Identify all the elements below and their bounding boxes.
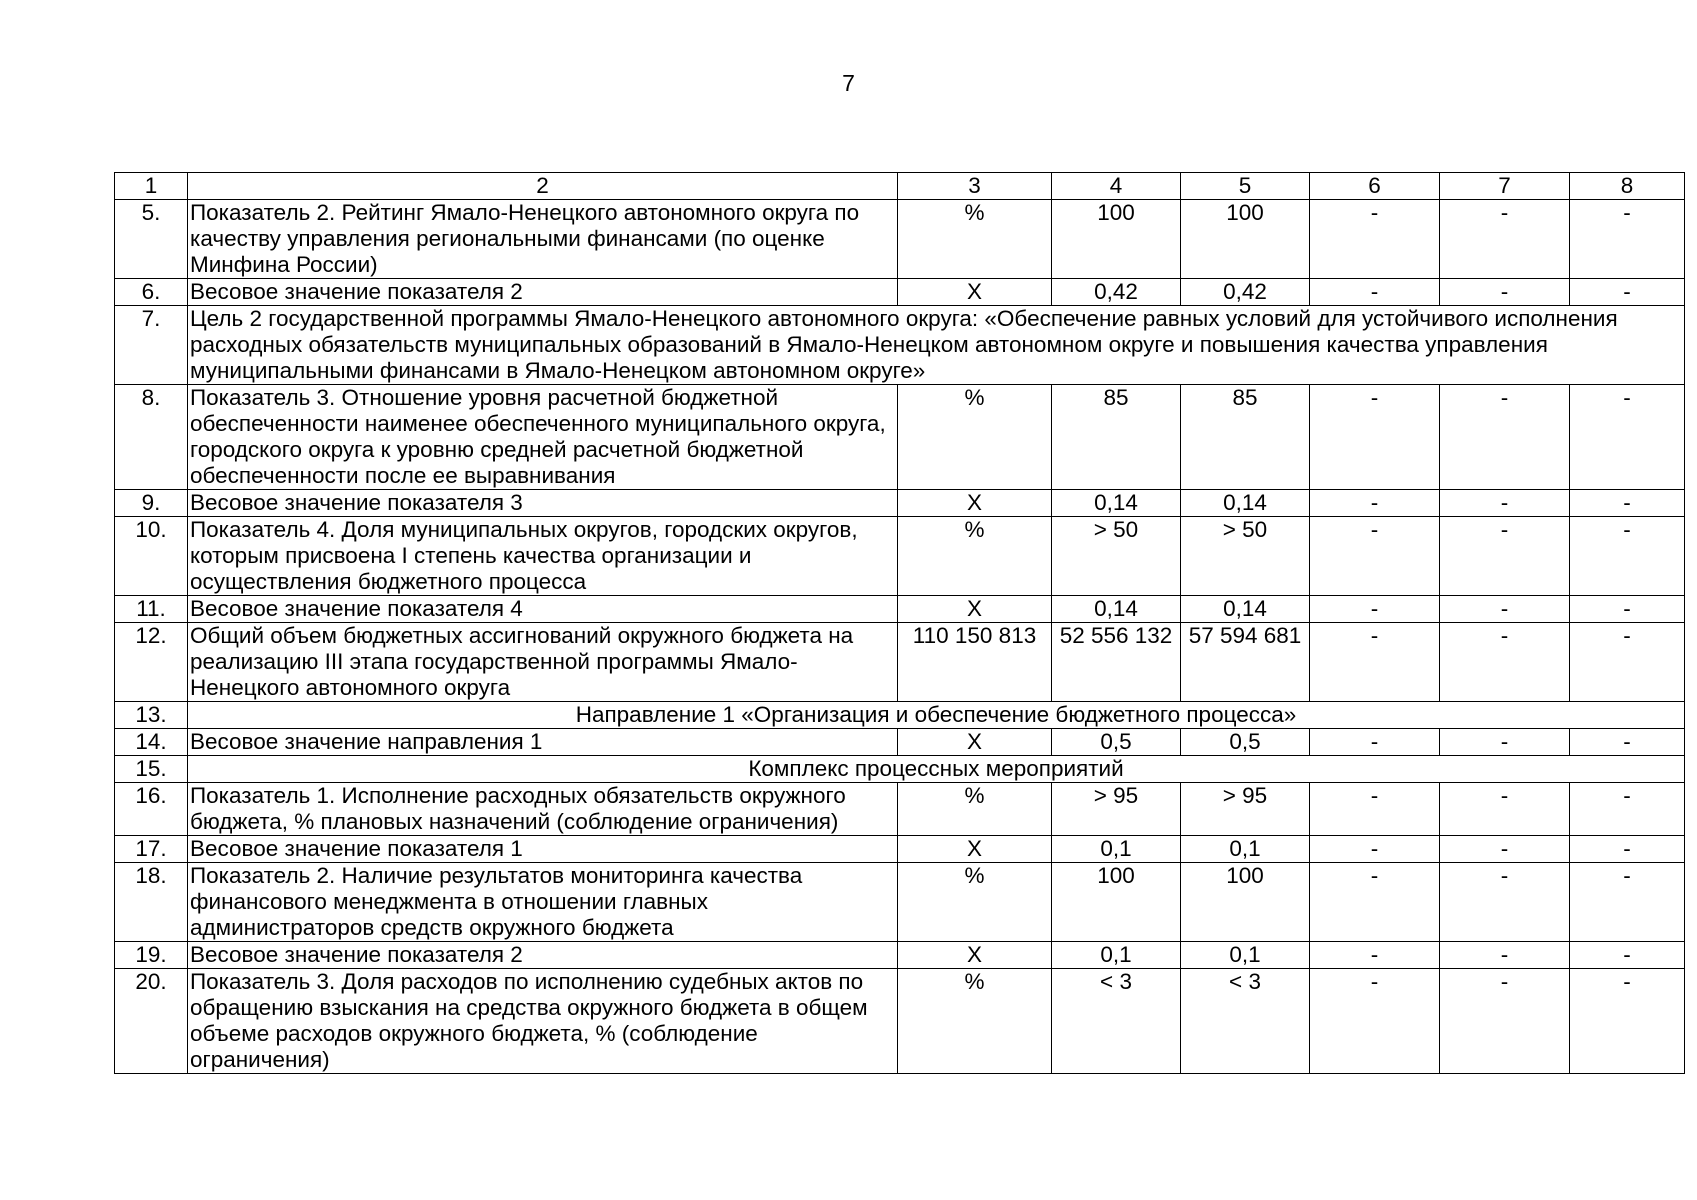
value-cell: -	[1570, 517, 1685, 596]
value-cell: -	[1570, 942, 1685, 969]
table-row	[115, 279, 1685, 306]
row-number-cell: 15.	[115, 756, 188, 783]
value-cell: -	[1440, 517, 1570, 596]
unit-cell: X	[898, 729, 1052, 756]
table-row	[115, 596, 1685, 623]
unit-cell: X	[898, 836, 1052, 863]
value-cell: 0,1	[1181, 942, 1310, 969]
indicator-name-cell: Показатель 3. Отношение уровня расчетной бюджетной обеспеченности наименее обеспеченного муниципального округа, городского округа к уровню средней расчетной бюджетной обеспеченности после ее выравнивания	[188, 385, 898, 490]
value-cell: > 95	[1052, 783, 1181, 836]
indicator-name-cell: Весовое значение показателя 3	[188, 490, 898, 517]
value-cell: -	[1570, 200, 1685, 279]
value-cell: -	[1570, 729, 1685, 756]
indicator-name-cell: Общий объем бюджетных ассигнований окружного бюджета на реализацию III этапа государственной программы Ямало-Ненецкого автономного округа	[188, 623, 898, 702]
row-number-cell: 7.	[115, 306, 188, 385]
unit-cell: %	[898, 863, 1052, 942]
value-cell: -	[1440, 783, 1570, 836]
header-cell: 3	[898, 173, 1052, 200]
unit-cell: X	[898, 596, 1052, 623]
row-number-cell: 14.	[115, 729, 188, 756]
value-cell: -	[1310, 279, 1440, 306]
value-cell: -	[1570, 783, 1685, 836]
value-cell: -	[1440, 200, 1570, 279]
page-number: 7	[842, 70, 855, 96]
unit-cell: %	[898, 969, 1052, 1074]
indicator-name-cell: Показатель 2. Наличие результатов мониторинга качества финансового менеджмента в отношении главных администраторов средств окружного бюджета	[188, 863, 898, 942]
value-cell: -	[1310, 729, 1440, 756]
indicator-name-cell: Весовое значение показателя 2	[188, 942, 898, 969]
value-cell: < 3	[1052, 969, 1181, 1074]
value-cell: -	[1310, 200, 1440, 279]
value-cell: < 3	[1181, 969, 1310, 1074]
value-cell: 85	[1181, 385, 1310, 490]
value-cell: 100	[1181, 200, 1310, 279]
value-cell: -	[1570, 490, 1685, 517]
value-cell: -	[1570, 596, 1685, 623]
value-cell: -	[1440, 836, 1570, 863]
row-number-cell: 17.	[115, 836, 188, 863]
value-cell: -	[1310, 783, 1440, 836]
value-cell: 0,42	[1052, 279, 1181, 306]
table-header-row	[115, 173, 1685, 200]
value-cell: -	[1570, 279, 1685, 306]
header-cell: 4	[1052, 173, 1181, 200]
value-cell: 0,1	[1052, 836, 1181, 863]
indicator-name-cell: Показатель 3. Доля расходов по исполнению судебных актов по обращению взыскания на средства окружного бюджета в общем объеме расходов окружного бюджета, % (соблюдение ограничения)	[188, 969, 898, 1074]
indicator-name-cell: Показатель 4. Доля муниципальных округов, городских округов, которым присвоена I степень качества организации и осуществления бюджетного процесса	[188, 517, 898, 596]
value-cell: 0,1	[1181, 836, 1310, 863]
table-row	[115, 623, 1685, 702]
value-cell: > 95	[1181, 783, 1310, 836]
value-cell: 0,14	[1181, 490, 1310, 517]
unit-cell: %	[898, 517, 1052, 596]
table-row	[115, 942, 1685, 969]
value-cell: -	[1440, 279, 1570, 306]
value-cell: -	[1440, 385, 1570, 490]
value-cell: -	[1310, 517, 1440, 596]
row-number-cell: 16.	[115, 783, 188, 836]
row-number-cell: 8.	[115, 385, 188, 490]
row-number-cell: 19.	[115, 942, 188, 969]
header-cell: 8	[1570, 173, 1685, 200]
goal-text-cell: Цель 2 государственной программы Ямало-Ненецкого автономного округа: «Обеспечение равных условий для устойчивого исполнения расходных обязательств муниципальных образований в Ямало-Ненецком автономном округе и повышения качества управления муниципальными финансами в Ямало-Ненецком автономном округе»	[188, 306, 1685, 385]
table-row	[115, 783, 1685, 836]
value-cell: 0,14	[1052, 490, 1181, 517]
indicator-name-cell: Весовое значение показателя 1	[188, 836, 898, 863]
value-cell: -	[1310, 490, 1440, 517]
table-row	[115, 306, 1685, 385]
table-row	[115, 969, 1685, 1074]
table-row	[115, 863, 1685, 942]
value-cell: -	[1570, 385, 1685, 490]
row-number-cell: 20.	[115, 969, 188, 1074]
value-cell: -	[1310, 836, 1440, 863]
value-cell: 100	[1052, 863, 1181, 942]
indicator-name-cell: Показатель 2. Рейтинг Ямало-Ненецкого автономного округа по качеству управления региональными финансами (по оценке Минфина России)	[188, 200, 898, 279]
table-row	[115, 200, 1685, 279]
table-row	[115, 702, 1685, 729]
value-cell: 0,1	[1052, 942, 1181, 969]
value-cell: -	[1310, 385, 1440, 490]
row-number-cell: 10.	[115, 517, 188, 596]
value-cell: > 50	[1052, 517, 1181, 596]
value-cell: -	[1570, 623, 1685, 702]
unit-cell: 110 150 813	[898, 623, 1052, 702]
unit-cell: X	[898, 490, 1052, 517]
header-cell: 6	[1310, 173, 1440, 200]
value-cell: 0,5	[1181, 729, 1310, 756]
value-cell: 0,42	[1181, 279, 1310, 306]
value-cell: 100	[1181, 863, 1310, 942]
table-row	[115, 836, 1685, 863]
value-cell: -	[1440, 969, 1570, 1074]
row-number-cell: 6.	[115, 279, 188, 306]
value-cell: -	[1570, 863, 1685, 942]
value-cell: 85	[1052, 385, 1181, 490]
row-number-cell: 13.	[115, 702, 188, 729]
row-number-cell: 9.	[115, 490, 188, 517]
header-cell: 1	[115, 173, 188, 200]
header-cell: 5	[1181, 173, 1310, 200]
indicator-name-cell: Весовое значение показателя 2	[188, 279, 898, 306]
unit-cell: %	[898, 783, 1052, 836]
value-cell: -	[1310, 863, 1440, 942]
value-cell: 0,14	[1181, 596, 1310, 623]
section-heading-cell: Комплекс процессных мероприятий	[188, 756, 1685, 783]
value-cell: -	[1310, 623, 1440, 702]
table-row	[115, 385, 1685, 490]
value-cell: -	[1310, 596, 1440, 623]
value-cell: -	[1570, 969, 1685, 1074]
value-cell: -	[1570, 836, 1685, 863]
unit-cell: X	[898, 279, 1052, 306]
value-cell: 0,14	[1052, 596, 1181, 623]
table-row	[115, 490, 1685, 517]
unit-cell: X	[898, 942, 1052, 969]
value-cell: 100	[1052, 200, 1181, 279]
row-number-cell: 18.	[115, 863, 188, 942]
value-cell: 52 556 132	[1052, 623, 1181, 702]
unit-cell: %	[898, 385, 1052, 490]
row-number-cell: 5.	[115, 200, 188, 279]
header-cell: 2	[188, 173, 898, 200]
unit-cell: %	[898, 200, 1052, 279]
value-cell: -	[1440, 490, 1570, 517]
table-row	[115, 756, 1685, 783]
row-number-cell: 12.	[115, 623, 188, 702]
table-row	[115, 729, 1685, 756]
indicator-name-cell: Весовое значение направления 1	[188, 729, 898, 756]
section-heading-cell: Направление 1 «Организация и обеспечение бюджетного процесса»	[188, 702, 1685, 729]
value-cell: -	[1310, 969, 1440, 1074]
value-cell: > 50	[1181, 517, 1310, 596]
value-cell: -	[1440, 863, 1570, 942]
indicators-table	[114, 172, 1685, 1074]
header-cell: 7	[1440, 173, 1570, 200]
value-cell: -	[1440, 729, 1570, 756]
value-cell: -	[1440, 942, 1570, 969]
value-cell: -	[1310, 942, 1440, 969]
value-cell: -	[1440, 623, 1570, 702]
value-cell: 0,5	[1052, 729, 1181, 756]
row-number-cell: 11.	[115, 596, 188, 623]
table-row	[115, 517, 1685, 596]
value-cell: -	[1440, 596, 1570, 623]
indicator-name-cell: Показатель 1. Исполнение расходных обязательств окружного бюджета, % плановых назначений (соблюдение ограничения)	[188, 783, 898, 836]
value-cell: 57 594 681	[1181, 623, 1310, 702]
indicator-name-cell: Весовое значение показателя 4	[188, 596, 898, 623]
